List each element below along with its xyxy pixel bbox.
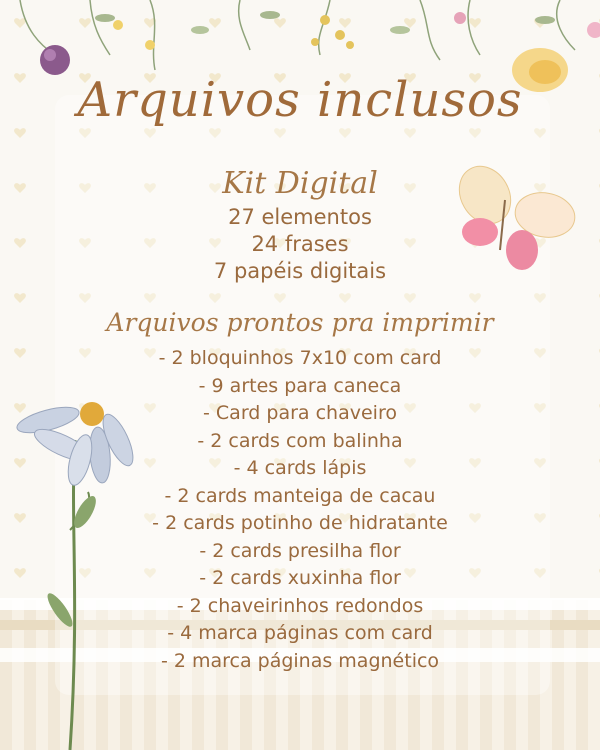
list-item: - 9 artes para caneca [198,374,402,397]
list-item: - 2 chaveirinhos redondos [176,594,424,617]
list-item: - 2 cards com balinha [197,429,403,452]
list-item: - Card para chaveiro [203,402,397,424]
page-title: Arquivos inclusos [77,72,523,128]
list-item: 7 papéis digitais [213,259,387,283]
list-item: - 2 marca páginas magnético [160,649,440,672]
list-item: - 2 cards manteiga de cacau [164,484,436,507]
print-files-heading: Arquivos prontos pra imprimir [106,308,494,337]
list-item: - 2 cards xuxinha flor [199,567,401,589]
list-item: - 2 bloquinhos 7x10 com card [158,347,442,369]
kit-digital-heading: Kit Digital [222,166,378,201]
list-item: 24 frases [251,232,349,256]
kit-digital-list [0,204,600,285]
list-item: - 4 cards lápis [233,457,367,479]
list-item: - 4 marca páginas com card [167,622,433,644]
list-item: - 2 cards potinho de hidratante [152,512,448,534]
print-files-list [0,345,600,675]
list-item: - 2 cards presilha flor [199,539,401,562]
list-item: 27 elementos [228,205,372,229]
